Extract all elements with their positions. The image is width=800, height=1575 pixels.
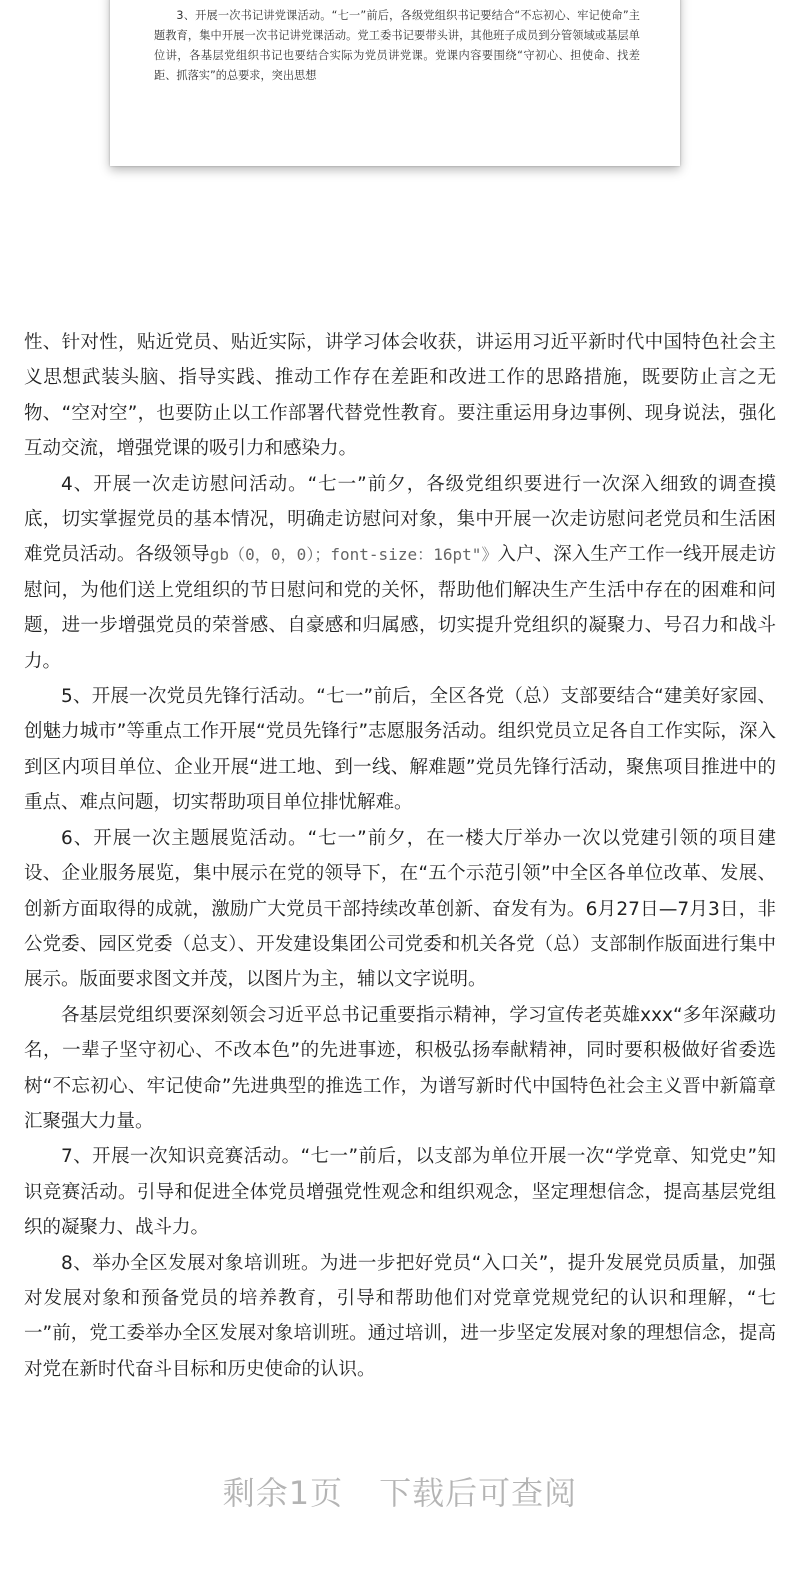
document-preview-card — [110, 0, 680, 166]
stray-style-code: gb（0，0，0）；font-size：16pt"》 — [209, 545, 498, 565]
paragraph-visit-activity — [24, 467, 776, 679]
paragraph-exhibition-activity: 6、开展一次主题展览活动。“七一”前夕，在一楼大厅举办一次以党建引领的项目建设、企业服务展览，集中展示在党的领导下，在“五个示范引领”中全区各单位改革、发展、创新方面取得的成就，激励广大党员干部持续改革创新、奋发有为。6月27日—7月3日，非公党委、园区党委（总支）、开发建设集团公司党委和机关各党（总）支部制作版面进行集中展示。版面要求图文并茂，以图片为主，辅以文字说明。 — [24, 827, 776, 991]
paragraph-dangke-continued: 性、针对性，贴近党员、贴近实际，讲学习体会收获，讲运用习近平新时代中国特色社会主义思想武装头脑、指导实践、推动工作存在差距和改进工作的思路措施，既要防止言之无物、“空对空”，也要防止以工作部署代替党性教育。要注重运用身边事例、现身说法，强化互动交流，增强党课的吸引力和感染力。 — [24, 332, 776, 460]
preview-paragraph: 3、开展一次书记讲党课活动。“七一”前后，各级党组织书记要结合“不忘初心、牢记使命”主题教育，集中开展一次书记讲党课活动。党工委书记要带头讲，其他班子成员到分管领域或基层单位讲，各基层党组织书记也要结合实际为党员讲党课。党课内容要围绕“守初心、担使命、找差距、抓落实”的总要求，突出思想 — [154, 9, 640, 82]
download-to-view-label: 下载后可查阅 — [379, 1474, 578, 1512]
paragraph-training-class: 8、举办全区发展对象培训班。为进一步把好党员“入口关”，提升发展党员质量，加强对发展对象和预备党员的培养教育，引导和帮助他们对党章党规党纪的认识和理解，“七一”前，党工委举办全区发展对象培训班。通过培训，进一步坚定发展对象的理想信念，提高对党在新时代奋斗目标和历史使命的认识。 — [24, 1252, 776, 1380]
remaining-pages-label: 剩余1页 — [222, 1474, 344, 1512]
paragraph-vanguard-activity: 5、开展一次党员先锋行活动。“七一”前后，全区各党（总）支部要结合“建美好家园、创魅力城市”等重点工作开展“党员先锋行”志愿服务活动。组织党员立足各自工作实际，深入到区内项目单位、企业开展“进工地、到一线、解难题”党员先锋行活动，聚焦项目推进中的重点、难点问题，切实帮助项目单位排忧解难。 — [24, 686, 776, 814]
paragraph-study-instructions: 各基层党组织要深刻领会习近平总书记重要指示精神，学习宣传老英雄xxx“多年深藏功名，一辈子坚守初心、不改本色”的先进事迹，积极弘扬奉献精神，同时要积极做好省委选树“不忘初心、牢记使命”先进典型的推选工作，为谱写新时代中国特色社会主义晋中新篇章汇聚强大力量。 — [24, 1004, 776, 1132]
paragraph-visit-text-b: 入户、深入生产工作一线开展走访慰问，为他们送上党组织的节日慰问和党的关怀，帮助他们解决生产生活中存在的困难和问题，进一步增强党员的荣誉感、自豪感和归属感，切实提升党组织的凝聚力、号召力和战斗力。 — [24, 544, 776, 672]
paragraph-visit-text-a: 4、开展一次走访慰问活动。“七一”前夕，各级党组织要进行一次深入细致的调查摸底，切实掌握党员的基本情况，明确走访慰问对象，集中开展一次走访慰问老党员和生活困难党员活动。各级领导 — [24, 473, 776, 566]
document-body — [24, 325, 776, 1387]
paragraph-quiz-activity: 7、开展一次知识竞赛活动。“七一”前后，以支部为单位开展一次“学党章、知党史”知识竞赛活动。引导和促进全体党员增强党性观念和组织观念，坚定理想信念，提高基层党组织的凝聚力、战斗力。 — [24, 1146, 776, 1239]
download-to-view-banner[interactable] — [0, 1468, 800, 1514]
